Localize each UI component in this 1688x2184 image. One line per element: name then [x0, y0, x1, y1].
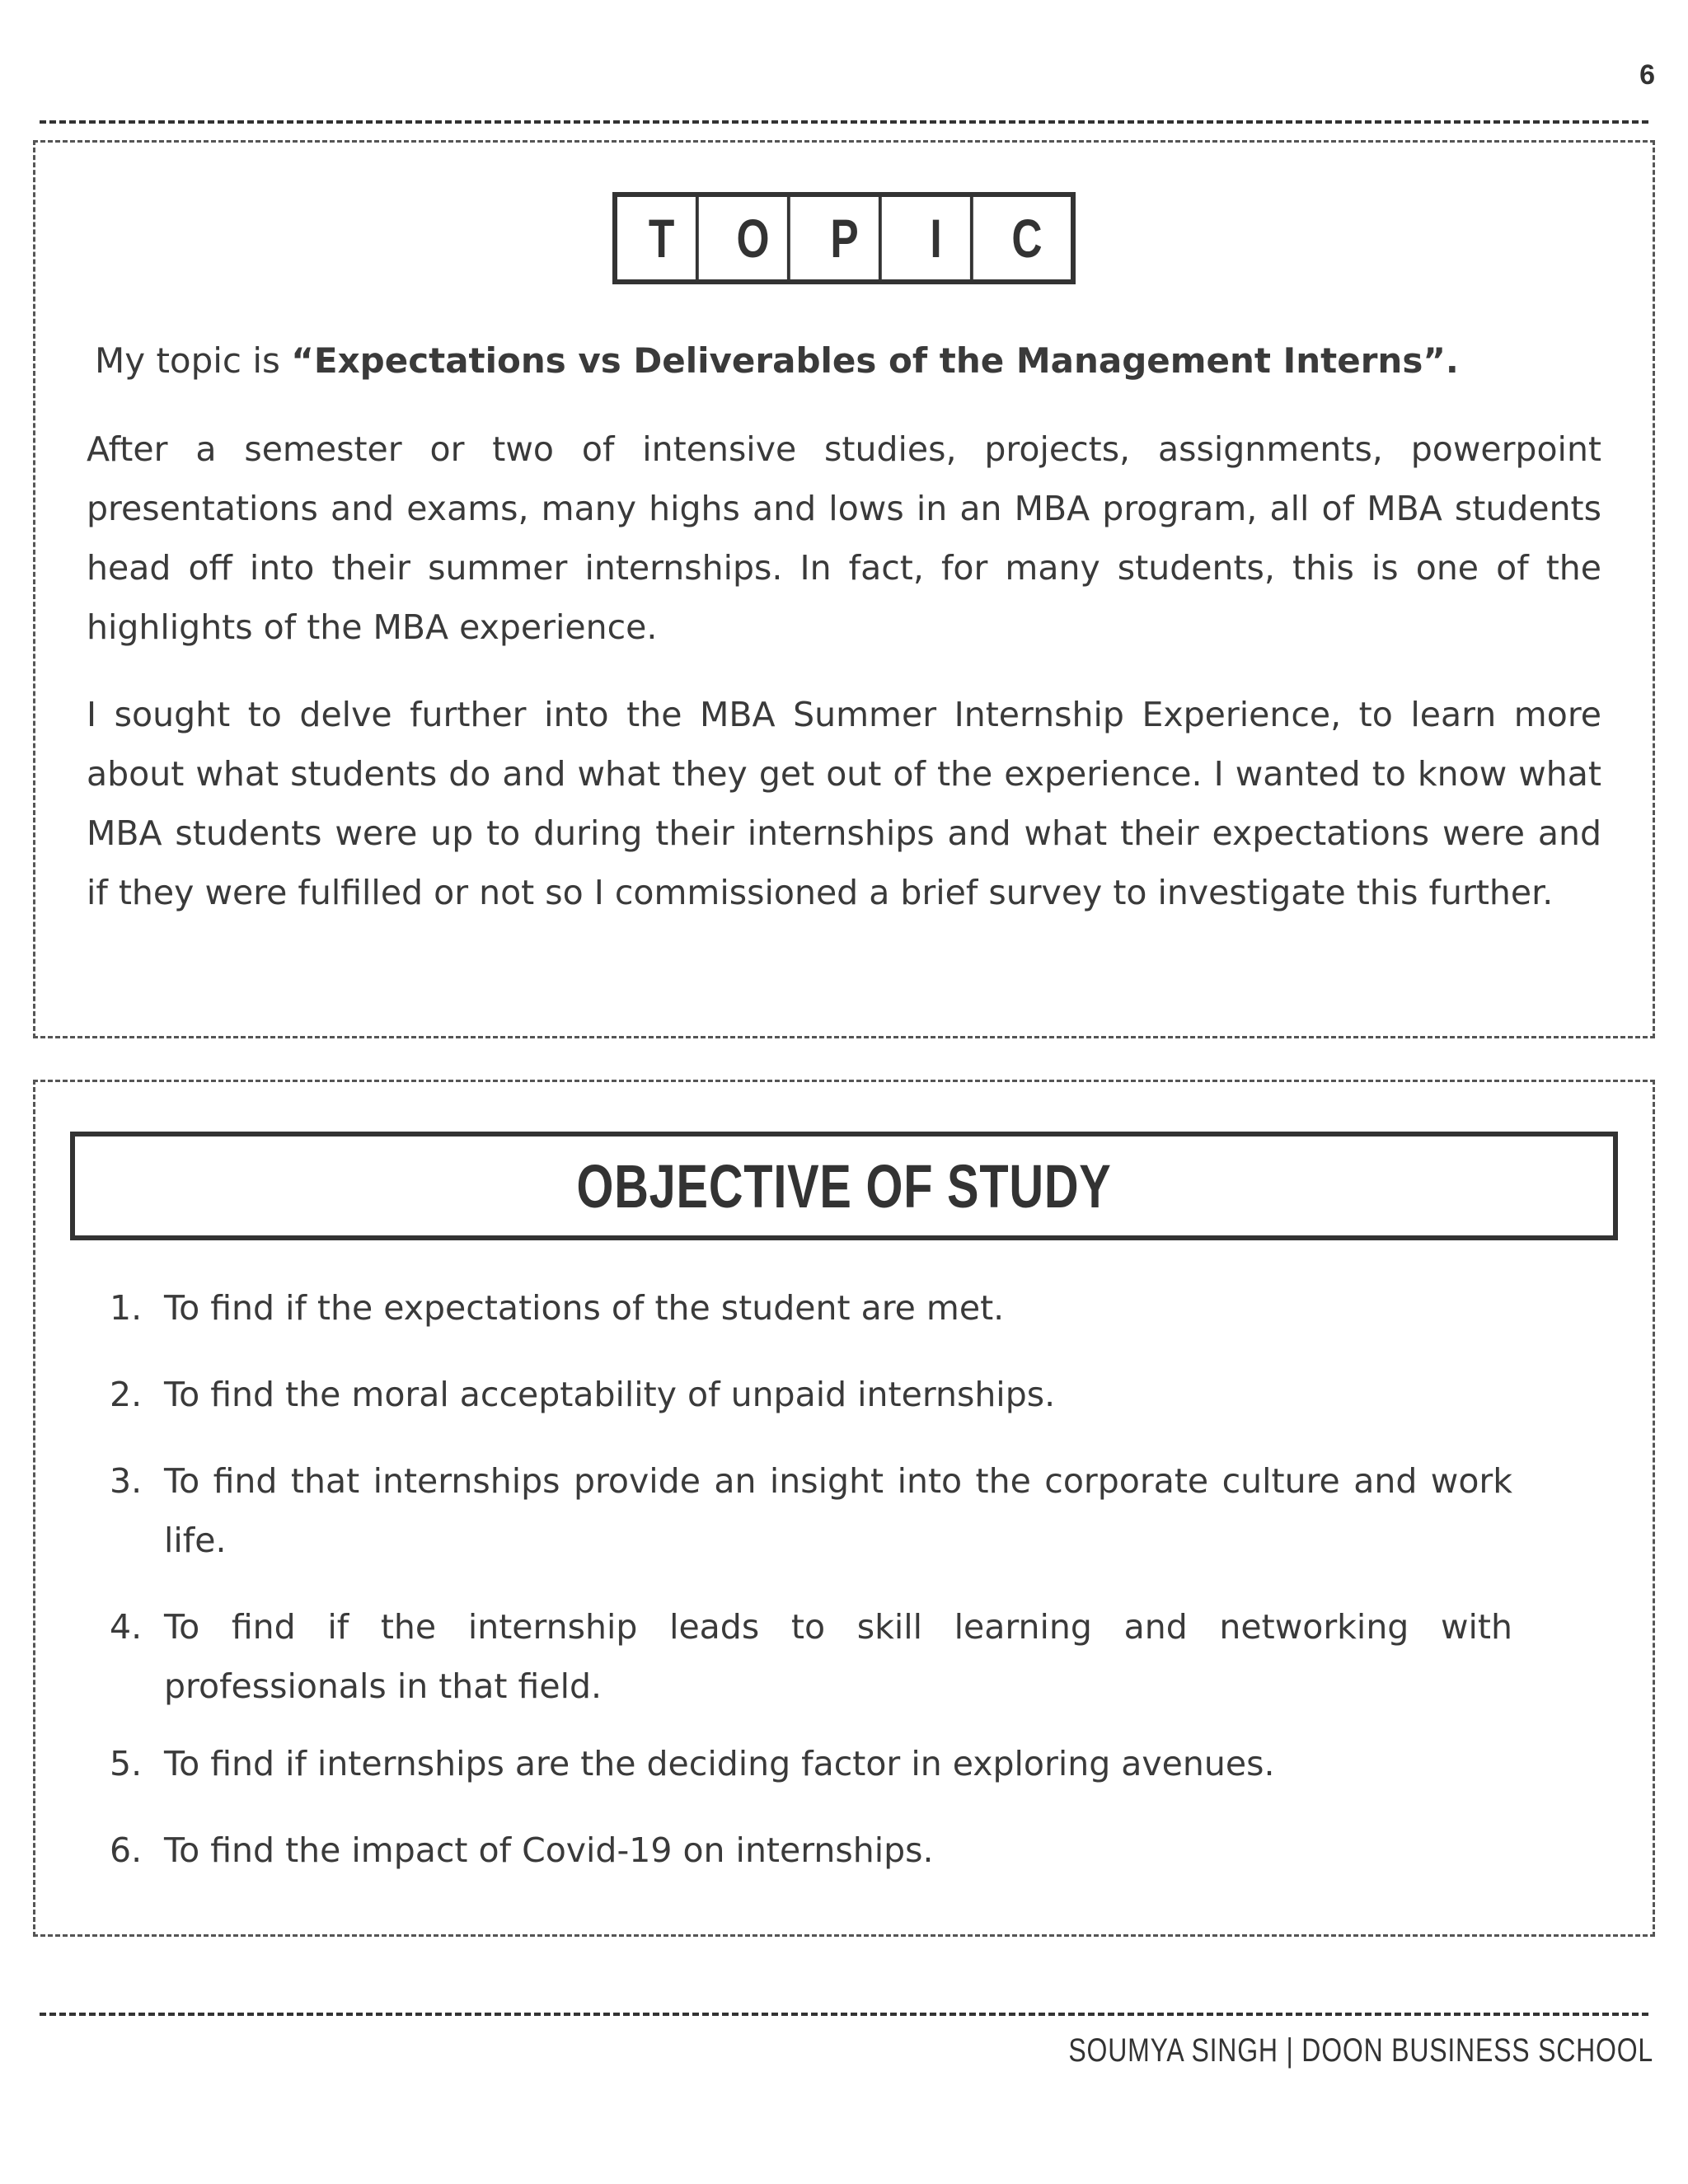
list-item — [110, 1278, 1512, 1338]
list-item-number: 4. — [110, 1607, 143, 1647]
list-item-text: To find if the internship leads to skill learning and networking with professionals in that field. — [164, 1607, 1512, 1706]
list-item — [110, 1365, 1512, 1424]
topic-letter: O — [719, 197, 790, 279]
bottom-dashed-divider — [40, 2013, 1648, 2016]
topic-letter: P — [810, 197, 882, 279]
footer-author: SOUMYA SINGH | DOON BUSINESS SCHOOL — [1068, 2032, 1653, 2069]
list-item — [110, 1451, 1512, 1570]
list-item-text: To find if the expectations of the student are met. — [164, 1288, 1005, 1328]
list-item — [110, 1597, 1512, 1716]
list-item-text: To find the impact of Covid-19 on internships. — [164, 1830, 934, 1870]
list-item-number: 5. — [110, 1744, 143, 1783]
list-item-number: 3. — [110, 1461, 143, 1501]
topic-letter: I — [902, 197, 973, 279]
topic-intro-title: “Expectations vs Deliverables of the Management Interns”. — [291, 340, 1459, 381]
topic-section — [33, 140, 1655, 1038]
list-item-text: To find if internships are the deciding factor in exploring avenues. — [164, 1744, 1275, 1783]
top-dashed-divider — [40, 120, 1648, 124]
topic-letter: C — [1011, 208, 1043, 269]
objective-list — [110, 1278, 1512, 1907]
objective-heading: OBJECTIVE OF STUDY — [576, 1151, 1112, 1221]
list-item-number: 6. — [110, 1830, 143, 1870]
topic-intro — [95, 340, 1603, 382]
topic-paragraph-1: After a semester or two of intensive studies, projects, assignments, powerpoint presentations and exams, many highs and lows in an MBA program, all of MBA students head off into their summer internships. In fact, for many students, this is one of the highlights of the MBA experience. — [87, 429, 1601, 647]
topic-letter: T — [627, 197, 699, 279]
list-item-number: 2. — [110, 1375, 143, 1414]
page-number: 6 — [1639, 59, 1655, 91]
list-item — [110, 1821, 1512, 1880]
objective-heading-box — [70, 1132, 1618, 1240]
objective-section — [33, 1080, 1655, 1937]
topic-title-boxes — [612, 192, 1076, 284]
list-item-number: 1. — [110, 1288, 143, 1328]
list-item — [110, 1734, 1512, 1793]
topic-paragraph-2: I sought to delve further into the MBA Summer Internship Experience, to learn more about what students do and what they get out of the experience. I wanted to know what MBA students were up to during their internships and what their expectations were and if they were fulfilled or not so I commissioned a brief survey to investigate this further. — [87, 695, 1601, 912]
topic-intro-prefix: My topic is — [95, 340, 292, 381]
list-item-text: To find the moral acceptability of unpaid internships. — [164, 1375, 1056, 1414]
list-item-text: To find that internships provide an insight into the corporate culture and work life. — [164, 1461, 1512, 1560]
